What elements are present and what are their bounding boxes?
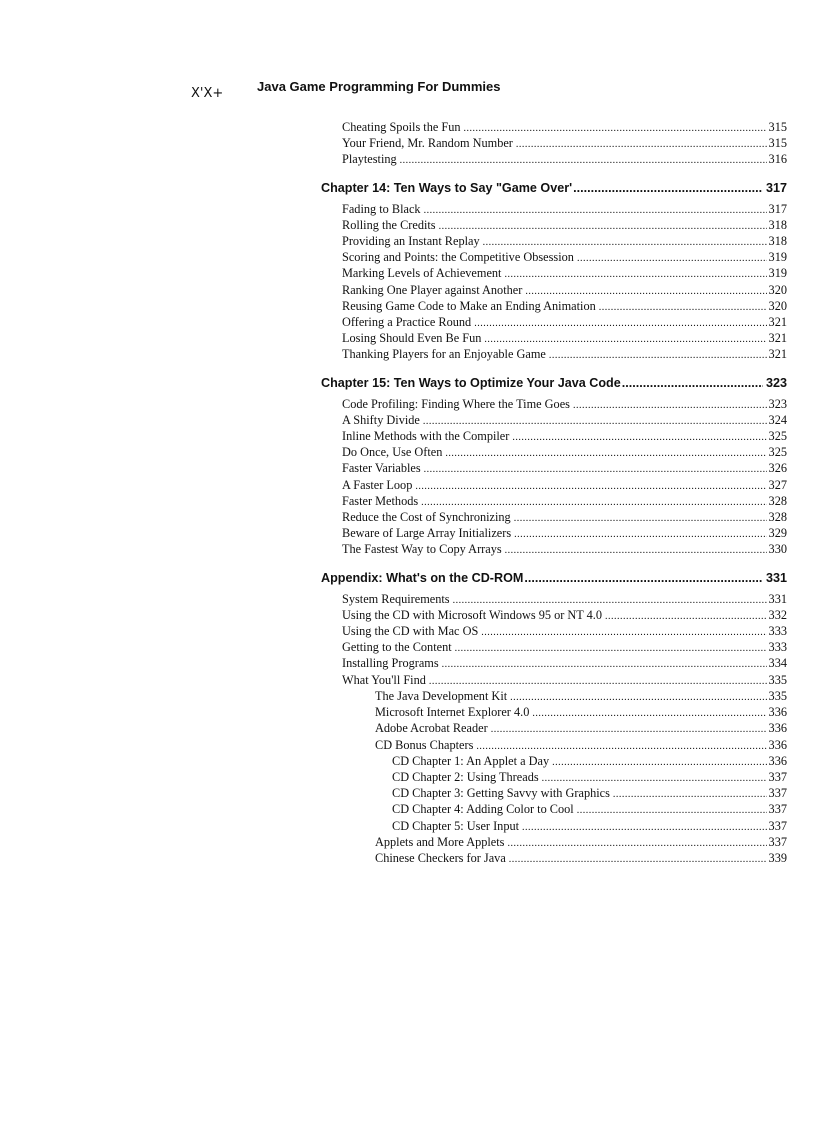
dot-leader	[507, 836, 766, 851]
chapter-heading-page: 323	[765, 375, 787, 390]
table-of-contents	[321, 120, 787, 867]
chapter-heading-title: Chapter 14: Ten Ways to Say "Game Over'	[321, 180, 573, 195]
dot-leader	[445, 446, 766, 461]
toc-entry-title: Offering a Practice Round	[342, 315, 472, 330]
dot-leader	[424, 462, 767, 477]
toc-entry-title: Ranking One Player against Another	[342, 282, 523, 297]
toc-entry-title: Installing Programs	[342, 656, 439, 671]
toc-entry-title: What You'll Find	[342, 672, 426, 687]
dot-leader	[442, 657, 767, 672]
toc-entry	[321, 397, 787, 413]
chapter-15-heading	[321, 376, 787, 390]
chapter-13-tail-section	[321, 120, 787, 169]
toc-entry-title: Faster Variables	[342, 461, 421, 476]
dot-leader	[424, 203, 767, 218]
toc-subsubentry	[321, 786, 787, 802]
dot-leader	[421, 495, 766, 510]
toc-entry	[321, 640, 787, 656]
toc-entry-page: 315	[768, 120, 787, 134]
toc-entry-title: Adobe Acrobat Reader	[375, 721, 488, 736]
dot-leader	[455, 641, 767, 656]
toc-subsubentry	[321, 802, 787, 818]
toc-entry-title: Applets and More Applets	[375, 834, 505, 849]
toc-subentry	[321, 689, 787, 705]
toc-entry	[321, 283, 787, 299]
dot-leader	[453, 593, 767, 608]
toc-entry-title: Scoring and Points: the Competitive Obsession	[342, 250, 574, 265]
toc-entry	[321, 299, 787, 315]
toc-entry	[321, 429, 787, 445]
toc-entry-title: CD Bonus Chapters	[375, 737, 474, 752]
dot-leader	[504, 267, 766, 282]
toc-entry-page: 320	[768, 298, 787, 313]
toc-entry-title: Reduce the Cost of Synchronizing	[342, 510, 511, 525]
toc-subentry	[321, 835, 787, 851]
toc-entry-page: 334	[768, 656, 787, 671]
toc-entry-page: 321	[768, 347, 787, 362]
toc-entry	[321, 461, 787, 477]
dot-leader	[464, 121, 767, 136]
toc-subsubentry	[321, 770, 787, 786]
chapter-heading-title: Appendix: What's on the CD-ROM	[321, 570, 524, 585]
toc-entry-title: Inline Methods with the Compiler	[342, 429, 510, 444]
toc-entry	[321, 331, 787, 347]
toc-entry-title: A Faster Loop	[342, 477, 413, 492]
chapter-heading-page: 331	[765, 570, 787, 585]
toc-entry-page: 317	[768, 201, 787, 216]
toc-entry-title: The Java Development Kit	[375, 688, 508, 703]
toc-entry	[321, 152, 787, 168]
toc-entry-title: A Shifty Divide	[342, 412, 420, 427]
dot-leader	[577, 803, 767, 818]
toc-entry-page: 336	[768, 721, 787, 736]
toc-entry-title: CD Chapter 4: Adding Color to Cool	[392, 802, 574, 817]
toc-entry-title: Your Friend, Mr. Random Number	[342, 136, 513, 151]
toc-subentry	[321, 851, 787, 867]
toc-entry	[321, 673, 787, 689]
dot-leader	[573, 181, 763, 195]
toc-entry	[321, 510, 787, 526]
toc-entry-page: 333	[768, 640, 787, 655]
toc-entry	[321, 120, 787, 136]
dot-leader	[605, 609, 767, 624]
toc-entry-page: 328	[768, 493, 787, 508]
toc-entry-title: CD Chapter 1: An Applet a Day	[392, 753, 550, 768]
toc-entry-page: 333	[768, 624, 787, 639]
toc-entry-page: 316	[768, 152, 787, 167]
toc-entry-page: 320	[768, 282, 787, 297]
dot-leader	[429, 674, 767, 689]
toc-entry-page: 336	[768, 705, 787, 720]
chapter-15-section	[321, 397, 787, 559]
toc-entry-page: 337	[768, 769, 787, 784]
toc-entry	[321, 445, 787, 461]
dot-leader	[573, 398, 767, 413]
toc-entry-title: Fading to Black	[342, 201, 421, 216]
toc-entry-title: Playtesting	[342, 152, 397, 167]
toc-entry-page: 321	[768, 331, 787, 346]
toc-entry-title: Beware of Large Array Initializers	[342, 526, 512, 541]
toc-subsubentry	[321, 819, 787, 835]
dot-leader	[524, 571, 763, 585]
toc-entry-page: 319	[768, 266, 787, 281]
appendix-heading	[321, 571, 787, 585]
toc-entry	[321, 315, 787, 331]
toc-entry-page: 315	[768, 136, 787, 151]
dot-leader	[491, 722, 767, 737]
chapter-heading-title: Chapter 15: Ten Ways to Optimize Your Java Code	[321, 375, 621, 390]
toc-entry-page: 319	[768, 250, 787, 265]
toc-entry	[321, 136, 787, 152]
dot-leader	[532, 706, 766, 721]
dot-leader	[525, 284, 766, 299]
toc-entry-page: 337	[768, 834, 787, 849]
dot-leader	[505, 543, 767, 558]
toc-entry	[321, 494, 787, 510]
toc-entry	[321, 592, 787, 608]
toc-entry-title: CD Chapter 5: User Input	[392, 818, 520, 833]
toc-subentry	[321, 705, 787, 721]
dot-leader	[510, 690, 766, 705]
toc-entry-page: 337	[768, 818, 787, 833]
toc-entry	[321, 624, 787, 640]
dot-leader	[423, 414, 767, 429]
toc-subentry	[321, 721, 787, 737]
toc-entry	[321, 218, 787, 234]
toc-entry-page: 321	[768, 315, 787, 330]
chapter-heading-page: 317	[765, 180, 787, 195]
toc-entry-title: Marking Levels of Achievement	[342, 266, 502, 281]
toc-entry-page: 327	[768, 477, 787, 492]
toc-entry-title: Using the CD with Microsoft Windows 95 or NT 4.0	[342, 607, 603, 622]
dot-leader	[516, 137, 767, 152]
dot-leader	[439, 219, 767, 234]
toc-entry-page: 336	[768, 753, 787, 768]
toc-entry-title: Code Profiling: Finding Where the Time Goes	[342, 396, 570, 411]
dot-leader	[552, 755, 766, 770]
dot-leader	[476, 739, 766, 754]
toc-entry-page: 331	[768, 591, 787, 606]
dot-leader	[483, 235, 767, 250]
dot-leader	[514, 511, 767, 526]
page-number: X'X+	[191, 86, 224, 101]
book-title: Java Game Programming For Dummies	[257, 79, 501, 94]
toc-entry-page: 332	[768, 607, 787, 622]
toc-entry-title: Faster Methods	[342, 493, 419, 508]
toc-entry	[321, 234, 787, 250]
toc-entry-page: 339	[768, 850, 787, 865]
toc-entry-title: The Fastest Way to Copy Arrays	[342, 542, 502, 557]
toc-entry	[321, 608, 787, 624]
toc-entry	[321, 478, 787, 494]
dot-leader	[599, 300, 767, 315]
toc-entry-page: 329	[768, 526, 787, 541]
toc-entry	[321, 202, 787, 218]
toc-entry-title: Cheating Spoils the Fun	[342, 120, 461, 134]
toc-subsubentry	[321, 754, 787, 770]
toc-entry-title: Rolling the Credits	[342, 217, 436, 232]
dot-leader	[481, 625, 766, 640]
toc-entry-title: CD Chapter 2: Using Threads	[392, 769, 539, 784]
toc-entry-title: Providing an Instant Replay	[342, 234, 480, 249]
dot-leader	[474, 316, 766, 331]
dot-leader	[512, 430, 766, 445]
dot-leader	[622, 376, 763, 390]
toc-entry-page: 328	[768, 510, 787, 525]
toc-entry-page: 325	[768, 445, 787, 460]
toc-entry-title: System Requirements	[342, 591, 450, 606]
dot-leader	[484, 332, 766, 347]
toc-entry-page: 318	[768, 217, 787, 232]
dot-leader	[613, 787, 767, 802]
toc-subentry	[321, 738, 787, 754]
toc-entry-page: 337	[768, 786, 787, 801]
toc-entry	[321, 266, 787, 282]
toc-entry	[321, 250, 787, 266]
toc-entry-page: 337	[768, 802, 787, 817]
toc-entry-page: 335	[768, 688, 787, 703]
toc-entry-title: Do Once, Use Often	[342, 445, 443, 460]
toc-entry-title: Microsoft Internet Explorer 4.0	[375, 705, 530, 720]
dot-leader	[509, 852, 767, 867]
toc-entry-page: 335	[768, 672, 787, 687]
toc-entry-page: 325	[768, 429, 787, 444]
toc-entry-page: 324	[768, 412, 787, 427]
chapter-14-section	[321, 202, 787, 364]
toc-entry	[321, 413, 787, 429]
dot-leader	[514, 527, 766, 542]
toc-entry-page: 336	[768, 737, 787, 752]
toc-entry-title: CD Chapter 3: Getting Savvy with Graphics	[392, 786, 610, 801]
toc-entry-title: Using the CD with Mac OS	[342, 624, 479, 639]
toc-entry-page: 330	[768, 542, 787, 557]
toc-entry-title: Getting to the Content	[342, 640, 452, 655]
dot-leader	[577, 251, 767, 266]
toc-entry-title: Chinese Checkers for Java	[375, 850, 506, 865]
toc-entry-title: Reusing Game Code to Make an Ending Animation	[342, 298, 596, 313]
appendix-section	[321, 592, 787, 867]
toc-entry-page: 323	[768, 396, 787, 411]
dot-leader	[522, 820, 767, 835]
dot-leader	[549, 348, 767, 363]
dot-leader	[542, 771, 767, 786]
chapter-14-heading	[321, 181, 787, 195]
toc-entry-page: 326	[768, 461, 787, 476]
toc-entry	[321, 542, 787, 558]
toc-entry	[321, 656, 787, 672]
dot-leader	[400, 153, 767, 168]
toc-entry	[321, 526, 787, 542]
toc-entry	[321, 347, 787, 363]
dot-leader	[415, 479, 766, 494]
toc-entry-page: 318	[768, 234, 787, 249]
toc-entry-title: Losing Should Even Be Fun	[342, 331, 482, 346]
toc-entry-title: Thanking Players for an Enjoyable Game	[342, 347, 546, 362]
